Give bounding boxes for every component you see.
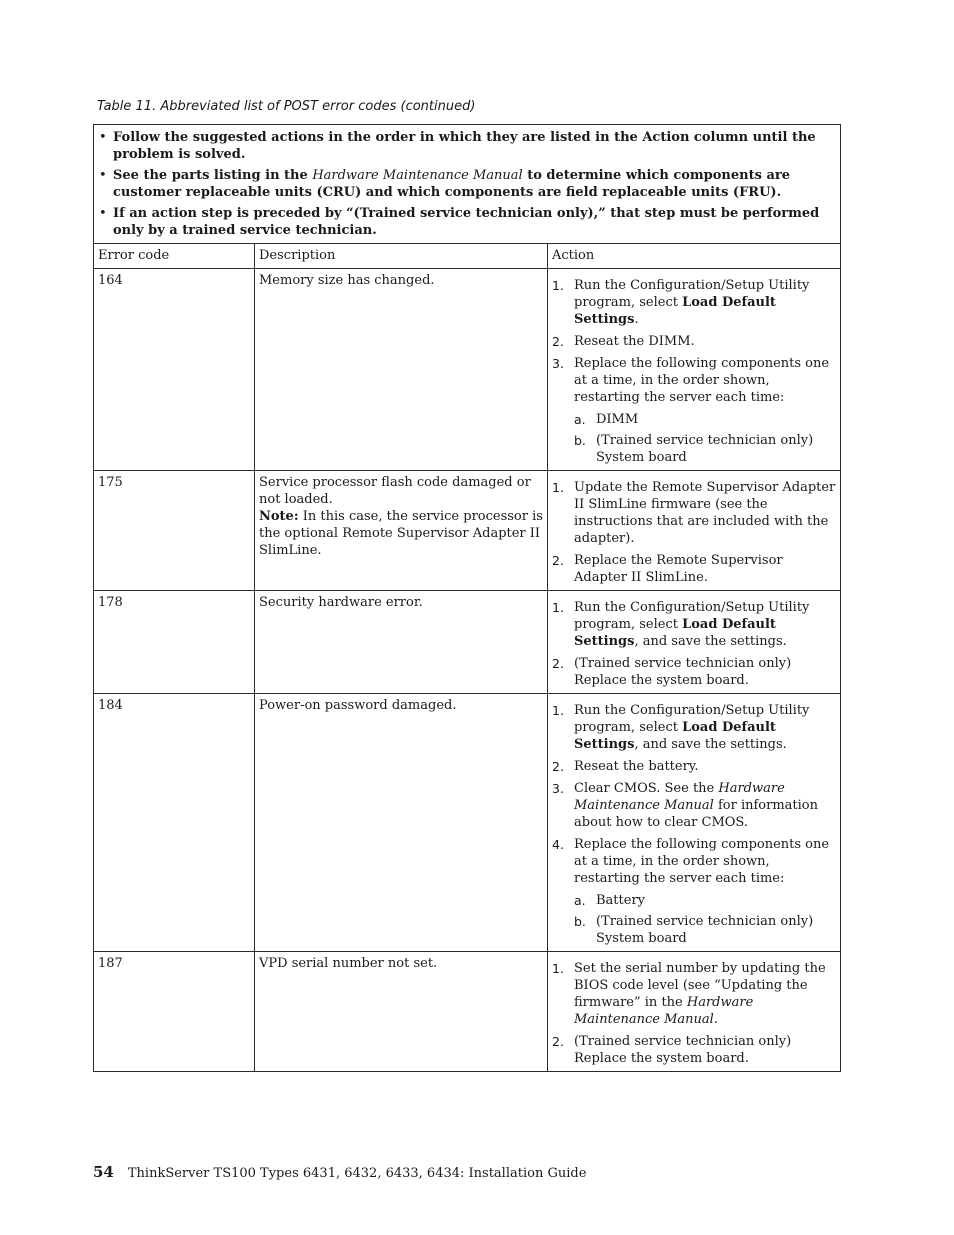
action	[548, 952, 841, 1072]
notes-list	[98, 129, 834, 239]
description-text: Service processor flash code damaged or not loaded.	[259, 475, 531, 507]
step-number: 3.	[552, 356, 564, 371]
step-text: (Trained service technician only) Replace the system board.	[574, 1034, 792, 1066]
table-row	[94, 694, 841, 952]
action-step	[552, 599, 837, 650]
note-item	[98, 129, 834, 163]
action-step	[552, 277, 837, 328]
step-text: Set the serial number by updating the BIOS code level (see “Updating the firmware” in the	[574, 961, 826, 1010]
step-text: Run the Configuration/Setup Utility program, select	[574, 600, 810, 632]
note-text: See the parts listing in the	[113, 168, 313, 183]
step-text: (Trained service technician only) System board	[596, 914, 814, 946]
error-code: 187	[94, 952, 255, 1072]
step-text: DIMM	[596, 412, 639, 427]
sub-step	[574, 411, 837, 428]
error-code: 164	[94, 269, 255, 471]
action-step	[552, 758, 837, 775]
step-letter: b.	[574, 433, 586, 448]
bullet-icon: •	[99, 168, 107, 183]
action-step	[552, 355, 837, 466]
sub-steps	[574, 892, 837, 947]
header-row	[94, 244, 841, 269]
document-title: ThinkServer TS100 Types 6431, 6432, 6433, 6434: Installation Guide	[127, 1166, 587, 1181]
manual-title: Hardware Maintenance Manual	[574, 781, 785, 813]
step-number: 4.	[552, 837, 564, 852]
page-number: 54	[93, 1163, 114, 1181]
step-text: .	[634, 312, 639, 327]
notes-cell	[94, 125, 841, 244]
step-number: 2.	[552, 334, 564, 349]
step-text: , and save the settings.	[634, 634, 787, 649]
step-text: Battery	[596, 893, 646, 908]
action-step	[552, 479, 837, 547]
action-steps	[552, 960, 837, 1067]
step-text: Run the Configuration/Setup Utility program, select	[574, 278, 810, 310]
step-number: 2.	[552, 759, 564, 774]
note-item	[98, 167, 834, 201]
note-text: Follow the suggested actions in the order in which they are listed in the Action column until the problem is solved.	[113, 130, 816, 162]
step-number: 2.	[552, 656, 564, 671]
action	[548, 694, 841, 952]
header-action: Action	[548, 244, 841, 269]
step-text: Replace the Remote Supervisor Adapter II SlimLine.	[574, 553, 783, 585]
description: VPD serial number not set.	[255, 952, 548, 1072]
note-text: In this case, the service processor is the optional Remote Supervisor Adapter II SlimLine.	[259, 509, 543, 558]
action	[548, 269, 841, 471]
step-text: Replace the following components one at a time, in the order shown, restarting the server each time:	[574, 837, 830, 886]
step-text: for information about how to clear CMOS.	[574, 798, 818, 830]
action-step	[552, 1033, 837, 1067]
description: Power-on password damaged.	[255, 694, 548, 952]
action-step	[552, 333, 837, 350]
header-error-code: Error code	[94, 244, 255, 269]
step-text: Replace the following components one at a time, in the order shown, restarting the server each time:	[574, 356, 830, 405]
table-row	[94, 471, 841, 591]
action-steps	[552, 277, 837, 466]
action-step	[552, 655, 837, 689]
page-footer	[93, 1163, 586, 1181]
step-number: 1.	[552, 703, 564, 718]
notes-row	[94, 125, 841, 244]
description	[255, 471, 548, 591]
note-item	[98, 205, 834, 239]
step-text: Update the Remote Supervisor Adapter II SlimLine firmware (see the instructions that are included with the adapter).	[574, 480, 836, 546]
menu-option: Load Default Settings	[574, 617, 776, 649]
bullet-icon: •	[99, 130, 107, 145]
action	[548, 591, 841, 694]
description: Security hardware error.	[255, 591, 548, 694]
action	[548, 471, 841, 591]
step-letter: a.	[574, 412, 586, 427]
note-label: Note:	[259, 509, 299, 524]
action-step	[552, 780, 837, 831]
menu-option: Load Default Settings	[574, 295, 776, 327]
step-number: 2.	[552, 553, 564, 568]
sub-steps	[574, 411, 837, 466]
error-code: 178	[94, 591, 255, 694]
step-letter: b.	[574, 914, 586, 929]
step-text: Reseat the battery.	[574, 759, 699, 774]
description: Memory size has changed.	[255, 269, 548, 471]
step-number: 3.	[552, 781, 564, 796]
step-text: Reseat the DIMM.	[574, 334, 695, 349]
error-code: 184	[94, 694, 255, 952]
action-step	[552, 960, 837, 1028]
note-text: to determine which components are customer replaceable units (CRU) and which components are field replaceable units (FRU).	[113, 168, 790, 200]
sub-step	[574, 913, 837, 947]
description-note	[259, 508, 543, 559]
table-row	[94, 269, 841, 471]
action-step	[552, 702, 837, 753]
post-error-codes-table	[93, 124, 841, 1072]
manual-title: Hardware Maintenance Manual	[574, 995, 754, 1027]
step-text: Run the Configuration/Setup Utility program, select	[574, 703, 810, 735]
step-number: 2.	[552, 1034, 564, 1049]
error-code: 175	[94, 471, 255, 591]
step-number: 1.	[552, 278, 564, 293]
step-number: 1.	[552, 961, 564, 976]
action-step	[552, 552, 837, 586]
menu-option: Load Default Settings	[574, 720, 776, 752]
step-letter: a.	[574, 893, 586, 908]
sub-step	[574, 432, 837, 466]
table-row	[94, 952, 841, 1072]
step-number: 1.	[552, 480, 564, 495]
action-steps	[552, 702, 837, 947]
bullet-icon: •	[99, 206, 107, 221]
action-steps	[552, 479, 837, 586]
step-number: 1.	[552, 600, 564, 615]
step-text: (Trained service technician only) Replace the system board.	[574, 656, 792, 688]
manual-title: Hardware Maintenance Manual	[312, 168, 523, 183]
step-text: Clear CMOS. See the	[574, 781, 719, 796]
action-steps	[552, 599, 837, 689]
header-description: Description	[255, 244, 548, 269]
note-text: If an action step is preceded by “(Trained service technician only),” that step must be performed only by a trained service technician.	[113, 206, 820, 238]
table-caption: Table 11. Abbreviated list of POST error codes (continued)	[97, 99, 476, 114]
step-text: .	[713, 1012, 718, 1027]
step-text: (Trained service technician only) System board	[596, 433, 814, 465]
step-text: , and save the settings.	[634, 737, 787, 752]
table-row	[94, 591, 841, 694]
sub-step	[574, 892, 837, 909]
action-step	[552, 836, 837, 947]
